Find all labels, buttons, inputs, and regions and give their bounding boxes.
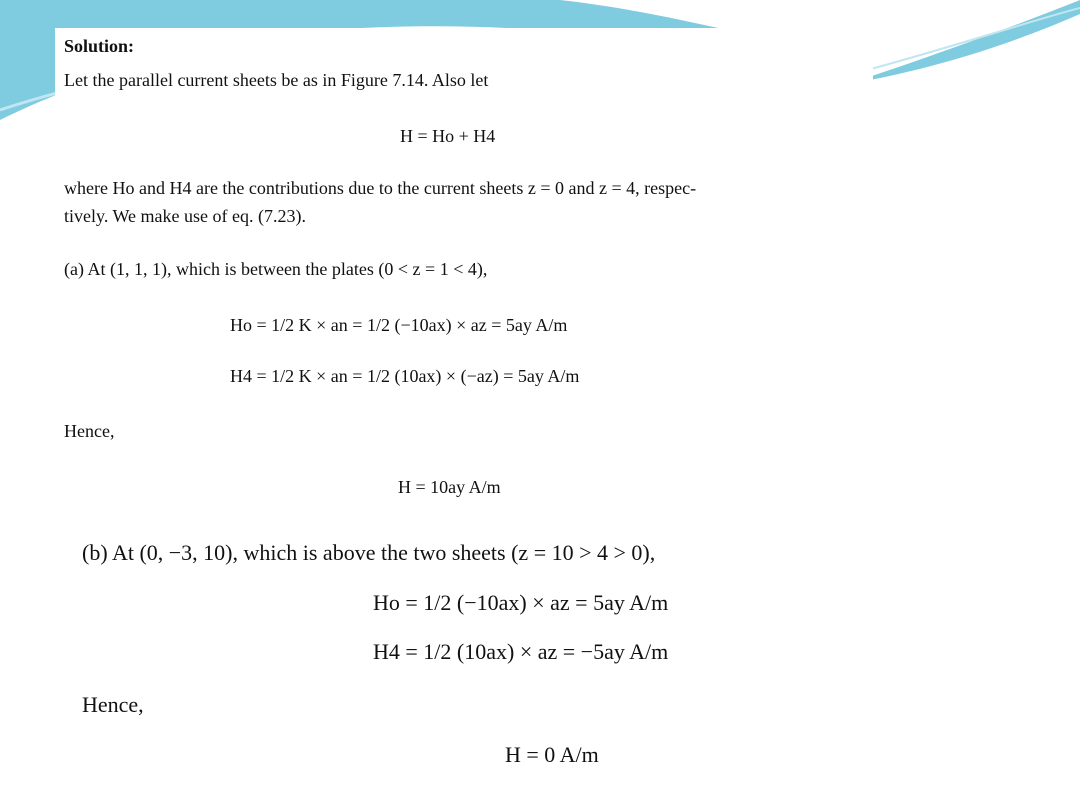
intro-text: Let the parallel current sheets be as in Figure 7.14. Also let xyxy=(64,70,489,90)
part-b-intro: (b) At (0, −3, 10), which is above the two sheets (z = 10 > 4 > 0), xyxy=(82,540,656,565)
part-a-intro: (a) At (1, 1, 1), which is between the plates (0 < z = 1 < 4), xyxy=(64,259,488,279)
where-text-line1: where Ho and H4 are the contributions due to the current sheets z = 0 and z = 4, respec- xyxy=(64,178,697,198)
part-a-equation-ho: Ho = 1/2 K × an = 1/2 (−10ax) × az = 5ay A/m xyxy=(230,315,568,335)
right-swoosh-line xyxy=(860,8,1080,72)
where-text-line2: tively. We make use of eq. (7.23). xyxy=(64,206,306,226)
part-b-equation-h4: H4 = 1/2 (10ax) × az = −5ay A/m xyxy=(373,639,669,664)
part-b-result: H = 0 A/m xyxy=(505,742,599,767)
hence-label-a: Hence, xyxy=(64,421,115,441)
main-equation: H = Ho + H4 xyxy=(400,126,496,146)
hence-label-b: Hence, xyxy=(82,692,144,717)
part-b-equation-ho: Ho = 1/2 (−10ax) × az = 5ay A/m xyxy=(373,590,669,615)
solution-heading: Solution: xyxy=(64,36,135,56)
part-a-equation-h4: H4 = 1/2 K × an = 1/2 (10ax) × (−az) = 5ay A/m xyxy=(230,366,580,386)
solution-panel xyxy=(55,28,873,508)
part-b-panel xyxy=(70,512,836,774)
part-a-result: H = 10ay A/m xyxy=(398,477,501,497)
